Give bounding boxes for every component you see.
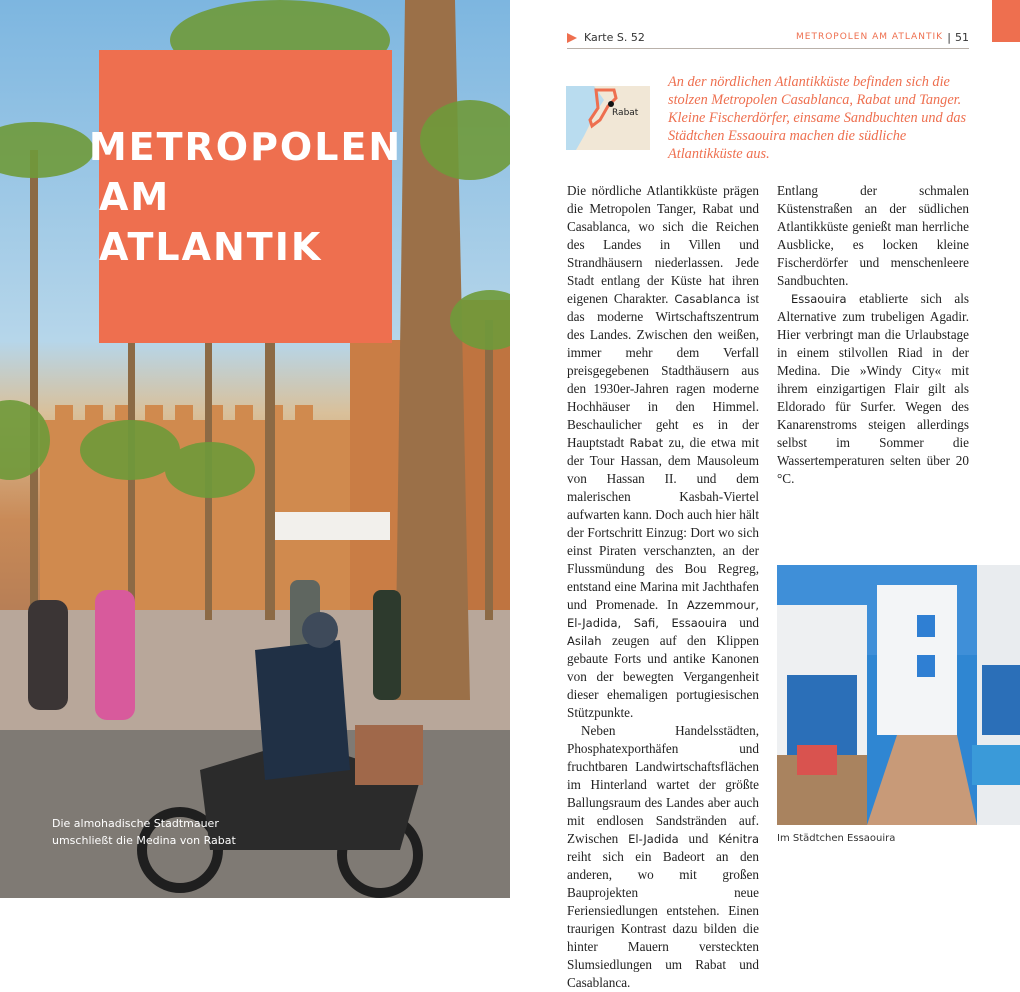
p1-text-3: zu, die etwa mit der Tour Hassan, dem Mausoleum von Hassan II. und dem malerischen Kasbah-Viertel aufwarten kann. Doch auch hier hält der Fortschritt Einzug: Dort wo sich einst Piraten verschanzten, an der Flussmündung des Bou Regreg, entstand eine Marina mit Jachthafen und Promenade. In (567, 435, 759, 612)
running-header (567, 30, 969, 49)
left-photo-caption-line-1: Die almohadische Stadtmauer (52, 817, 219, 830)
map-reference-arrow-icon (567, 33, 577, 43)
body-column-1 (567, 182, 759, 992)
body-column-2 (777, 182, 969, 488)
p1-asilah: Asilah (567, 634, 602, 648)
p1-places: Azzemmour, El-Jadida, Safi, Essaouira (567, 598, 759, 630)
p1-casablanca: Casablanca (674, 292, 741, 306)
p1-text-2: ist das moderne Wirtschaftszentrum des Landes. Zwischen den weißen, immer mehr dem Verfall preisgegebenen Stadthäusern aus den 1930er-Jahren ragen moderne Hochhäuser in den Himmel. Beschaulicher geht es in der Hauptstadt (567, 291, 759, 450)
body-paragraph-1 (567, 182, 759, 722)
right-page (510, 0, 1020, 990)
chapter-title-box (88, 50, 403, 343)
body-paragraph-3: Entlang der schmalen Küstenstraßen an der südlichen Atlantikküste genießt man herrliche Ausblicke, es locken kleine Fischerdörfer und menschenleere Sandbuchten. (777, 183, 969, 288)
p1-text-4: zeugen auf den Klippen gebaute Forts und antike Kanonen von der bewegten Vergangenheit dieser ehemaligen portugiesischen Stützpunkte. (567, 633, 759, 720)
chapter-title-line-1: METROPOLEN (88, 124, 403, 169)
chapter-tab-marker (992, 0, 1020, 42)
mini-map-label: Rabat (612, 108, 639, 118)
left-photo-caption (52, 815, 292, 849)
p1-text-1: Die nördliche Atlantikküste prägen die Metropolen Tanger, Rabat und Casablanca, wo sich die Reichen des Landes in Villen und Strandhäusern niederlassen. Jede Stadt entlang der Küste hat ihren eigenen Charakter. (567, 183, 759, 306)
map-reference: Karte S. 52 (584, 31, 645, 44)
p4-text: etablierte sich als Alternative zum trubeligen Agadir. Hier verbringt man die Urlaubstage in einem stilvollen Riad in der Medina. Die »Windy City« mit ihrem einzigartigen Flair gilt als Eldorado für Surfer. Wegen des Kanarenstroms steigen allerdings selbst im Sommer die Wassertemperaturen selten über 20 °C. (777, 291, 969, 486)
chapter-intro: An der nördlichen Atlantikküste befinden sich die stolzen Metropolen Casablanca, Rabat und Tanger. Kleine Fischerdörfer, einsame Sandbuchten und das Städtchen Essaouira machen die südliche Atlantikküste aus. (668, 74, 967, 162)
left-photo-caption-line-2: umschließt die Medina von Rabat (52, 834, 236, 847)
p2-kenitra: Kénitra (718, 832, 759, 846)
p2-eljadida: El-Jadida (628, 832, 679, 846)
p4-essaouira: Essaouira (791, 292, 847, 306)
essaouira-street-photo (777, 565, 1020, 825)
p1-rabat: Rabat (629, 436, 664, 450)
body-paragraph-4 (777, 290, 969, 488)
p2-text-2: reiht sich ein Badeort an den anderen, wo mit großen Bauprojekten neue Feriensiedlungen entstehen. Einen traurigen Kontrast dazu bilden die hinter Mauern versteckten Slumsiedlungen um Rabat und Casablanca. (567, 849, 759, 990)
header-separator: | (947, 31, 951, 44)
page-number: 51 (955, 31, 969, 44)
essaouira-photo-illustration (777, 565, 1020, 825)
running-section-title: METROPOLEN AM ATLANTIK (796, 32, 943, 42)
p2-text-1: Neben Handelsstädten, Phosphatexporthäfen und fruchtbaren Landwirtschaftsflächen im Hinterland wartet der größte Ballungsraum des Landes aber auch mit endlosen Sandstränden auf. Zwischen (567, 723, 759, 846)
p2-und: und (678, 831, 719, 846)
right-photo-caption: Im Städtchen Essaouira (777, 833, 896, 844)
p1-und: und (727, 615, 759, 630)
chapter-title-line-2: AM ATLANTIK (99, 174, 323, 269)
body-paragraph-2 (567, 722, 759, 992)
locator-map-icon (566, 86, 650, 150)
